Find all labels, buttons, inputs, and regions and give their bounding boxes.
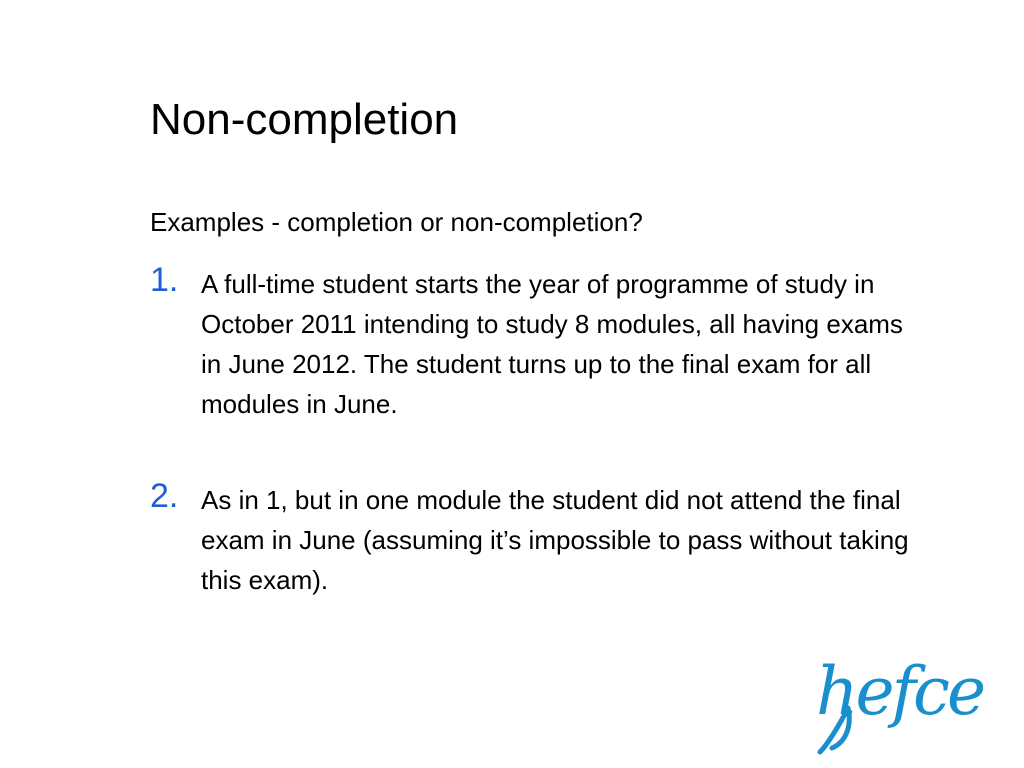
slide-subtitle: Examples - completion or non-completion? [150, 207, 643, 237]
list-item-text: A full-time student starts the year of programme of study in October 2011 intending to study 8 modules, all having exams in June 2012. The student turns up to the final exam for all modules in June. [201, 269, 903, 419]
list-item [150, 477, 930, 600]
hefce-logo [812, 636, 984, 756]
list-item [150, 261, 930, 424]
example-list [150, 261, 930, 600]
list-item-number: 1. [150, 261, 179, 299]
list-item-number: 2. [150, 477, 179, 515]
slide-title: Non-completion [150, 95, 459, 144]
svg-text:hefce: hefce [816, 653, 984, 730]
list-item-text: As in 1, but in one module the student did not attend the final exam in June (assuming it’s impossible to pass without taking this exam). [201, 485, 909, 595]
